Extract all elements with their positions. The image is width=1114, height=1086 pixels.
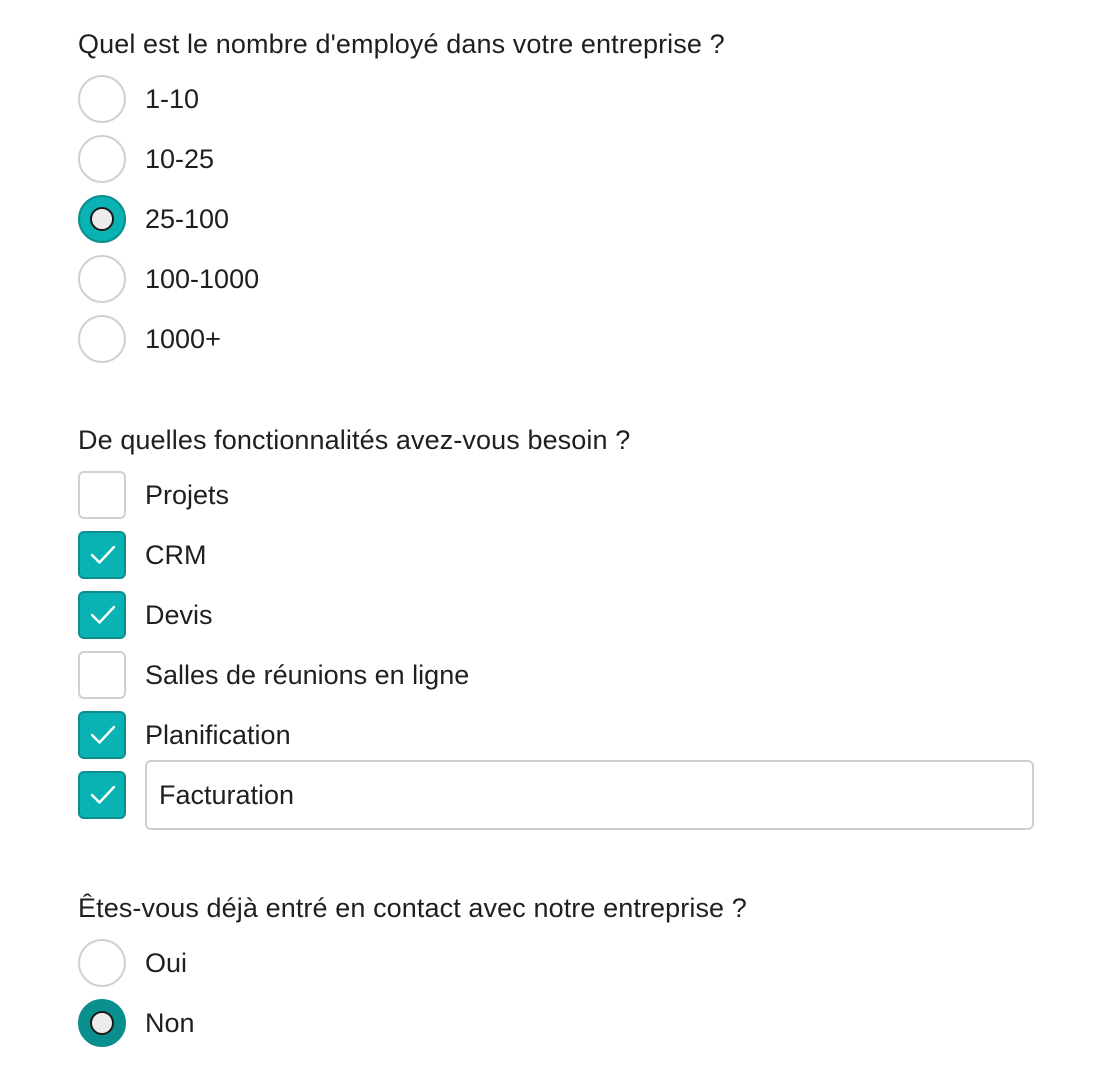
- radio-button-selected[interactable]: [78, 195, 126, 243]
- checkmark-icon: [90, 724, 116, 746]
- checkbox-option-crm[interactable]: [78, 525, 1038, 585]
- radio-button[interactable]: [78, 939, 126, 987]
- checkbox-option-planification[interactable]: [78, 705, 1038, 765]
- checkbox[interactable]: [78, 471, 126, 519]
- question-employee-count: [78, 27, 1038, 369]
- checkmark-icon: [90, 784, 116, 806]
- radio-button[interactable]: [78, 255, 126, 303]
- option-label: CRM: [145, 540, 207, 570]
- radio-option-oui[interactable]: [78, 933, 1038, 993]
- radio-button[interactable]: [78, 135, 126, 183]
- radio-button[interactable]: [78, 75, 126, 123]
- radio-option-1-10[interactable]: [78, 69, 1038, 129]
- checkbox-option-salles-de-reunions[interactable]: [78, 645, 1038, 705]
- radio-option-25-100[interactable]: [78, 189, 1038, 249]
- checkbox-checked[interactable]: [78, 711, 126, 759]
- question-features: [78, 423, 1038, 825]
- option-label: Planification: [145, 720, 291, 750]
- option-label: 10-25: [145, 144, 215, 174]
- option-label: Projets: [145, 480, 230, 510]
- option-label: Oui: [145, 948, 188, 978]
- option-label: 25-100: [145, 204, 230, 234]
- checkbox-checked[interactable]: [78, 531, 126, 579]
- checkbox-checked[interactable]: [78, 771, 126, 819]
- radio-option-1000-plus[interactable]: [78, 309, 1038, 369]
- question-previous-contact: [78, 891, 1038, 1053]
- option-label: Devis: [145, 600, 213, 630]
- question-title: De quelles fonctionnalités avez-vous besoin ?: [78, 425, 631, 455]
- checkbox-option-other[interactable]: [78, 765, 1038, 825]
- checkmark-icon: [90, 604, 116, 626]
- other-feature-input[interactable]: [145, 760, 1034, 830]
- checkbox-checked[interactable]: [78, 591, 126, 639]
- option-label: Non: [145, 1008, 195, 1038]
- checkbox[interactable]: [78, 651, 126, 699]
- radio-button[interactable]: [78, 315, 126, 363]
- option-label: 100-1000: [145, 264, 260, 294]
- checkbox-option-devis[interactable]: [78, 585, 1038, 645]
- checkmark-icon: [90, 544, 116, 566]
- radio-option-10-25[interactable]: [78, 129, 1038, 189]
- radio-option-non[interactable]: [78, 993, 1038, 1053]
- question-title: Quel est le nombre d'employé dans votre entreprise ?: [78, 29, 725, 59]
- option-label: 1000+: [145, 324, 221, 354]
- radio-option-100-1000[interactable]: [78, 249, 1038, 309]
- question-title: Êtes-vous déjà entré en contact avec notre entreprise ?: [78, 893, 747, 923]
- radio-button-selected[interactable]: [78, 999, 126, 1047]
- option-label: 1-10: [145, 84, 200, 114]
- option-label: Salles de réunions en ligne: [145, 660, 470, 690]
- checkbox-option-projets[interactable]: [78, 465, 1038, 525]
